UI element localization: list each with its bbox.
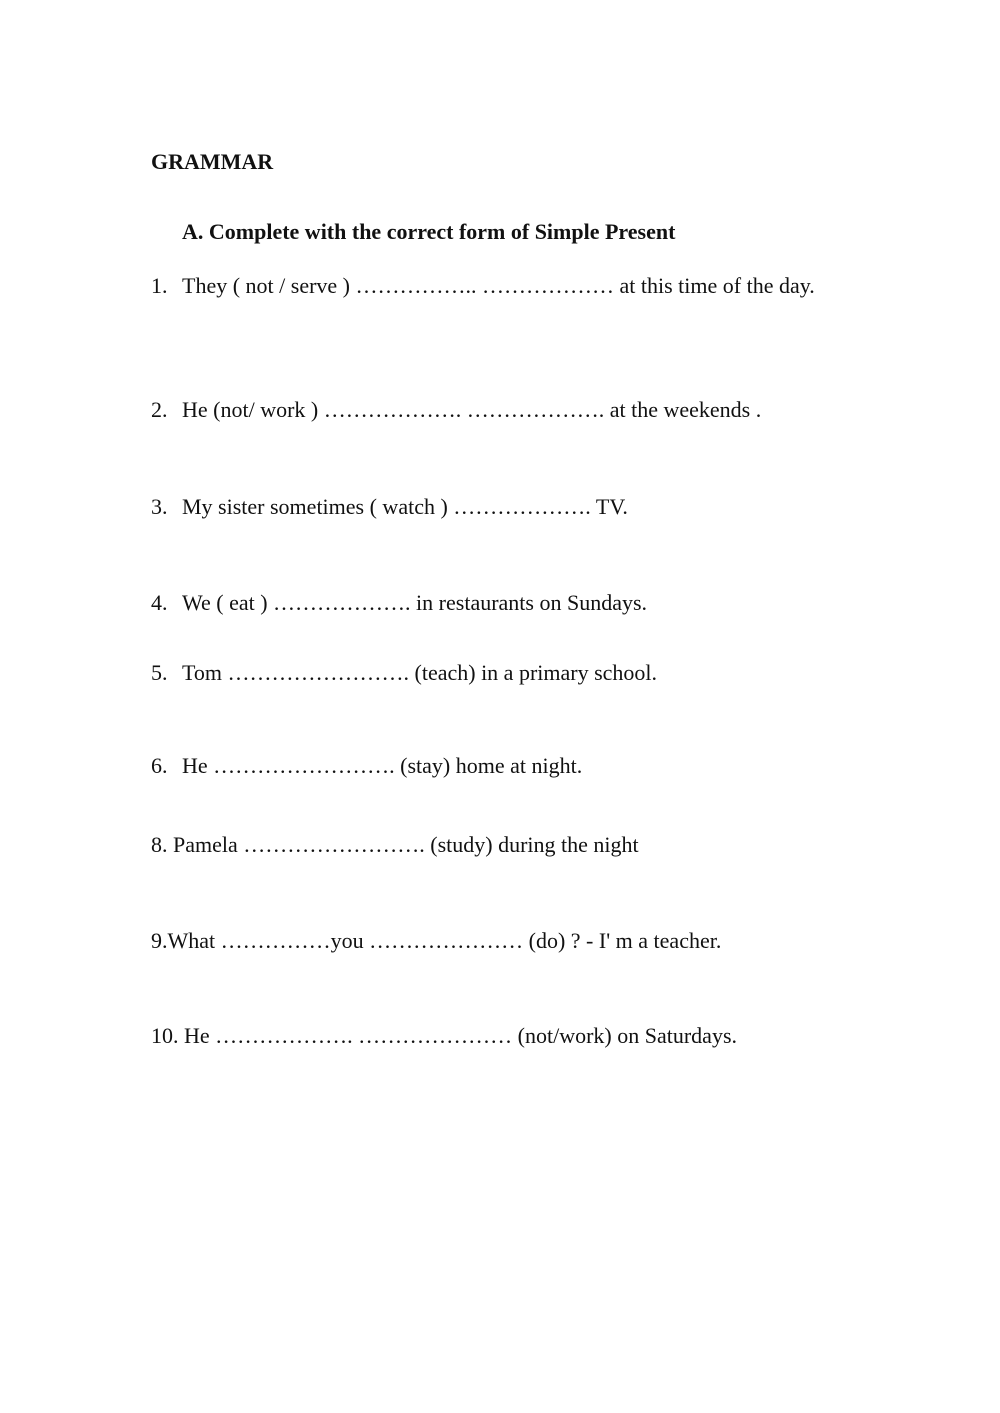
exercise-item-2 bbox=[151, 396, 761, 423]
item-text: Tom ……………………. (teach) in a primary school. bbox=[182, 660, 658, 685]
item-text: They ( not / serve ) …………….. ……………… at this time of the day. bbox=[182, 273, 815, 298]
exercise-item-10 bbox=[151, 1022, 737, 1049]
exercise-item-8 bbox=[151, 831, 639, 858]
item-text: He (not/ work ) ………………. ………………. at the weekends . bbox=[182, 397, 762, 422]
item-number: 3. bbox=[151, 494, 168, 519]
page-title: GRAMMAR bbox=[151, 149, 274, 174]
item-number: 8. bbox=[151, 832, 168, 857]
section-label: A. bbox=[182, 219, 204, 244]
section-instruction: Complete with the correct form of Simple Present bbox=[208, 219, 676, 244]
exercise-item-5 bbox=[151, 659, 657, 686]
item-text: He ………………. ………………… (not/work) on Saturdays. bbox=[184, 1023, 738, 1048]
exercise-item-6 bbox=[151, 752, 582, 779]
item-number: 5. bbox=[151, 660, 168, 685]
exercise-item-1 bbox=[151, 272, 832, 299]
item-text: We ( eat ) ………………. in restaurants on Sundays. bbox=[182, 590, 648, 615]
item-number: 1. bbox=[151, 273, 168, 298]
item-number: 2. bbox=[151, 397, 168, 422]
item-number: 6. bbox=[151, 753, 168, 778]
item-number: 10. bbox=[151, 1023, 179, 1048]
item-text: Pamela ……………………. (study) during the night bbox=[173, 832, 639, 857]
section-heading bbox=[182, 218, 675, 245]
item-text: He ……………………. (stay) home at night. bbox=[182, 753, 583, 778]
exercise-item-3 bbox=[151, 493, 628, 520]
exercise-item-9 bbox=[151, 927, 721, 954]
exercise-item-4 bbox=[151, 589, 647, 616]
item-number: 9. bbox=[151, 928, 168, 953]
item-number: 4. bbox=[151, 590, 168, 615]
item-text: My sister sometimes ( watch ) ………………. TV. bbox=[182, 494, 628, 519]
item-text: What ……………you ………………… (do) ? - I' m a teacher. bbox=[167, 928, 722, 953]
